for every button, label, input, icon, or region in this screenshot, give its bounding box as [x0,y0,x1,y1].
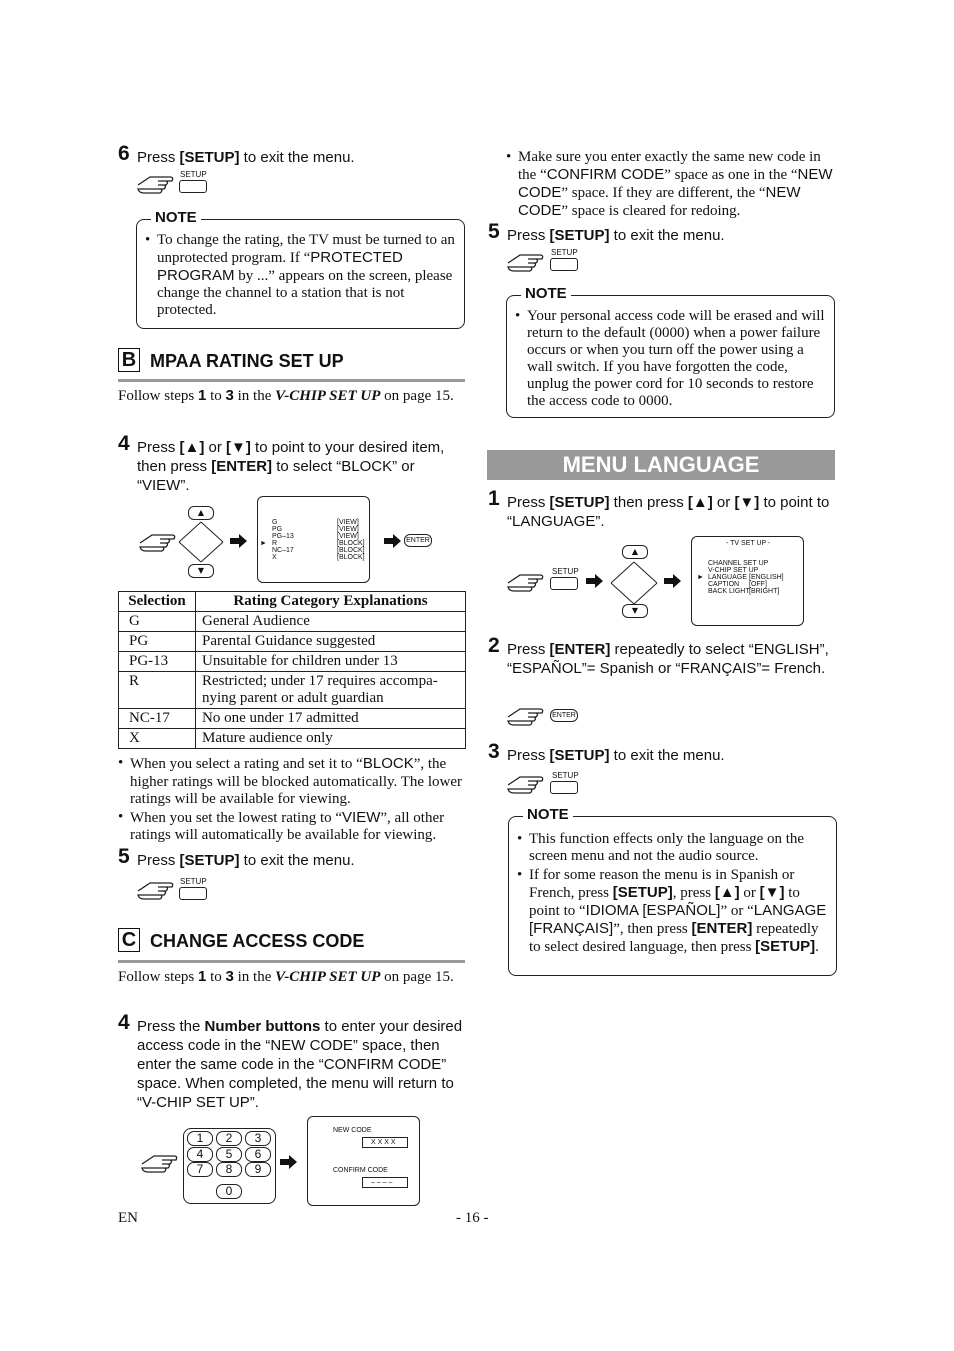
table-row [119,709,466,729]
setup-button[interactable] [550,781,578,794]
table-row [119,672,466,709]
step-3-text: Press [SETUP] to exit the menu. [507,747,725,764]
table-cell: Restricted; under 17 requires accompa-nying parent or adult guardian [196,672,466,709]
down-arrow-button[interactable]: ▼ [188,564,214,578]
arrow-right-icon [664,574,682,588]
down-arrow-button[interactable]: ▼ [622,604,648,618]
confirm-code-label: CONFIRM CODE [333,1167,388,1174]
rating-label: G [272,519,278,526]
number-button-8[interactable]: 8 [216,1162,242,1177]
table-header: Rating Category Explanations [196,592,466,612]
follow-steps-text: Follow steps 1 to 3 in the V-CHIP SET UP on page 15. [118,387,454,404]
new-code-label: NEW CODE [333,1127,372,1134]
step-5-text: Press [SETUP] to exit the menu. [507,227,725,244]
rating-value: [VIEW] [337,519,359,526]
section-letter: B [118,348,140,372]
number-button-4[interactable]: 4 [187,1147,213,1162]
step-4-access-text: Press the Number buttons to enter your desired access code in the “NEW CODE” space, then enter the same code in the “CONFIRM CODE” space. When completed, the menu will return to “V-CHIP SET UP”. [137,1018,463,1111]
section-divider [118,960,465,963]
step-2-text: Press [ENTER] repeatedly to select “ENGLISH”, “ESPAÑOL”= Spanish or “FRANÇAIS”= French. [507,641,829,677]
table-cell: PG [119,632,196,652]
pointer-icon: ► [260,540,267,547]
section-title: MENU LANGUAGE [487,450,835,480]
note-title: NOTE [151,209,201,226]
section-letter: C [118,928,140,952]
number-button-0[interactable]: 0 [216,1184,242,1199]
table-cell: Parental Guidance suggested [196,632,466,652]
setup-button-label: SETUP [180,170,207,179]
table-cell: NC-17 [119,709,196,729]
hand-pointer-icon [506,771,546,801]
rating-value: [VIEW] [337,526,359,533]
setup-button-label: SETUP [552,771,579,780]
setup-button[interactable] [179,887,207,900]
rating-label: R [272,540,278,547]
rating-table [118,591,466,749]
page-number: - 16 - [456,1210,489,1226]
step-number: 5 [488,220,500,243]
rating-value: [BLOCK] [337,540,365,547]
table-cell: No one under 17 admitted [196,709,466,729]
section-title: MPAA RATING SET UP [150,351,344,371]
rating-label: NC–17 [272,547,294,554]
table-cell: Unsuitable for children under 13 [196,652,466,672]
menu-value: [OFF] [749,581,767,588]
setup-button[interactable] [550,258,578,271]
number-button-7[interactable]: 7 [187,1162,213,1177]
note-text: • If for some reason the menu is in Spanish or French, press [SETUP], press [▲] or [▼] to point to “IDIOMA [ESPAÑOL]” or “LANGAGE [FRANÇAIS]”, then press [ENTER] repeatedly to select desired language, then press [SETUP]. [517,867,829,956]
setup-button-label: SETUP [551,248,578,257]
arrow-right-icon [384,534,402,548]
menu-item: CAPTION [708,581,740,588]
step-number: 6 [118,142,130,165]
hand-pointer-icon [506,249,546,279]
hand-pointer-icon [140,1150,180,1180]
rating-label: PG–13 [272,533,294,540]
table-cell: Mature audience only [196,729,466,749]
rating-value: [BLOCK] [337,554,365,561]
table-cell: X [119,729,196,749]
note-text: • Your personal access code will be erased and will return to the default (0000) when a power failure occurs or when you turn off the power using a wall switch. If you have forgotten the code, unplug the power cord for 10 seconds to restore the access code to 0000. [515,308,827,410]
hand-pointer-icon [506,703,546,733]
rating-screen [257,496,370,583]
note-text: • This function effects only the language on the screen menu and not the audio source. [517,831,829,865]
code-bullet: • Make sure you enter exactly the same new code in the “CONFIRM CODE” space as one in the “NEW CODE” space. If they are different, the “NEW CODE” space is cleared for redoing. [506,149,833,219]
note-box [508,806,837,976]
setup-button[interactable] [550,577,578,590]
section-divider [118,379,465,382]
arrow-right-icon [280,1155,298,1169]
table-cell: G [119,612,196,632]
step-number: 4 [118,1011,130,1034]
menu-value: [BRIGHT] [749,588,780,595]
menu-item: LANGUAGE [708,574,747,581]
list-item: • When you set the lowest rating to “VIEW”, all other ratings will automatically be available for viewing. [118,808,445,843]
number-button-9[interactable]: 9 [245,1162,271,1177]
step-number: 2 [488,634,500,657]
hand-pointer-icon [136,171,176,201]
table-cell: R [119,672,196,709]
step-4-text: Press [▲] or [▼] to point to your desired item, then press [ENTER] to select “BLOCK” or “VIEW”. [137,439,445,494]
number-button-5[interactable]: 5 [216,1147,242,1162]
step-number: 3 [488,740,500,763]
step-number: 1 [488,487,500,510]
hand-pointer-icon [136,877,176,907]
enter-button[interactable]: ENTER [550,709,578,722]
step-number: 4 [118,432,130,455]
setup-button-label: SETUP [552,567,579,576]
note-title: NOTE [523,806,573,823]
tv-setup-screen [691,536,804,626]
step-1-text: Press [SETUP] then press [▲] or [▼] to point to “LANGUAGE”. [507,494,830,530]
hand-pointer-icon [138,529,178,559]
pointer-icon: ► [697,574,704,581]
menu-item: BACK LIGHT [708,588,750,595]
note-box [136,209,465,329]
table-header-row [119,592,466,612]
note-text: • To change the rating, the TV must be turned to an unprotected program. If “PROTECTED PROGRAM by ...” appears on the screen, please change the channel to a station that is not protected. [145,232,455,319]
up-arrow-button[interactable]: ▲ [188,506,214,520]
code-screen [307,1116,420,1206]
hand-pointer-icon [506,569,546,599]
note-box [506,285,835,418]
step-number: 5 [118,845,130,868]
menu-value: [ENGLISH] [749,574,784,581]
table-row [119,652,466,672]
confirm-code-field: – – – – [362,1177,408,1188]
step-5-text: Press [SETUP] to exit the menu. [137,852,355,869]
table-row [119,632,466,652]
number-button-3[interactable]: 3 [245,1131,271,1146]
enter-button[interactable]: ENTER [404,534,432,547]
rating-label: X [272,554,277,561]
table-header: Selection [119,592,196,612]
number-button-6[interactable]: 6 [245,1147,271,1162]
step-6-text: Press [SETUP] to exit the menu. [137,149,355,166]
rating-notes [118,755,468,845]
setup-button[interactable] [179,180,207,193]
list-item: • When you select a rating and set it to “BLOCK”, the higher ratings will be blocked automatically. The lower ratings will be available for viewing. [118,755,462,807]
number-button-2[interactable]: 2 [216,1131,242,1146]
menu-item: CHANNEL SET UP [708,560,769,567]
arrow-right-icon [586,574,604,588]
up-arrow-button[interactable]: ▲ [622,545,648,559]
number-button-1[interactable]: 1 [187,1131,213,1146]
table-row [119,729,466,749]
section-title: CHANGE ACCESS CODE [150,931,365,951]
new-code-field: X X X X [362,1137,408,1148]
rating-value: [VIEW] [337,533,359,540]
setup-button-label: SETUP [180,877,207,886]
screen-title: - TV SET UP - [726,540,771,547]
menu-item: V-CHIP SET UP [708,567,759,574]
rating-label: PG [272,526,283,533]
table-row [119,612,466,632]
language-code: EN [118,1210,138,1226]
arrow-right-icon [230,534,248,548]
follow-steps-text: Follow steps 1 to 3 in the V-CHIP SET UP on page 15. [118,968,454,985]
table-cell: General Audience [196,612,466,632]
table-cell: PG-13 [119,652,196,672]
rating-value: [BLOCK] [337,547,365,554]
note-title: NOTE [521,285,571,302]
